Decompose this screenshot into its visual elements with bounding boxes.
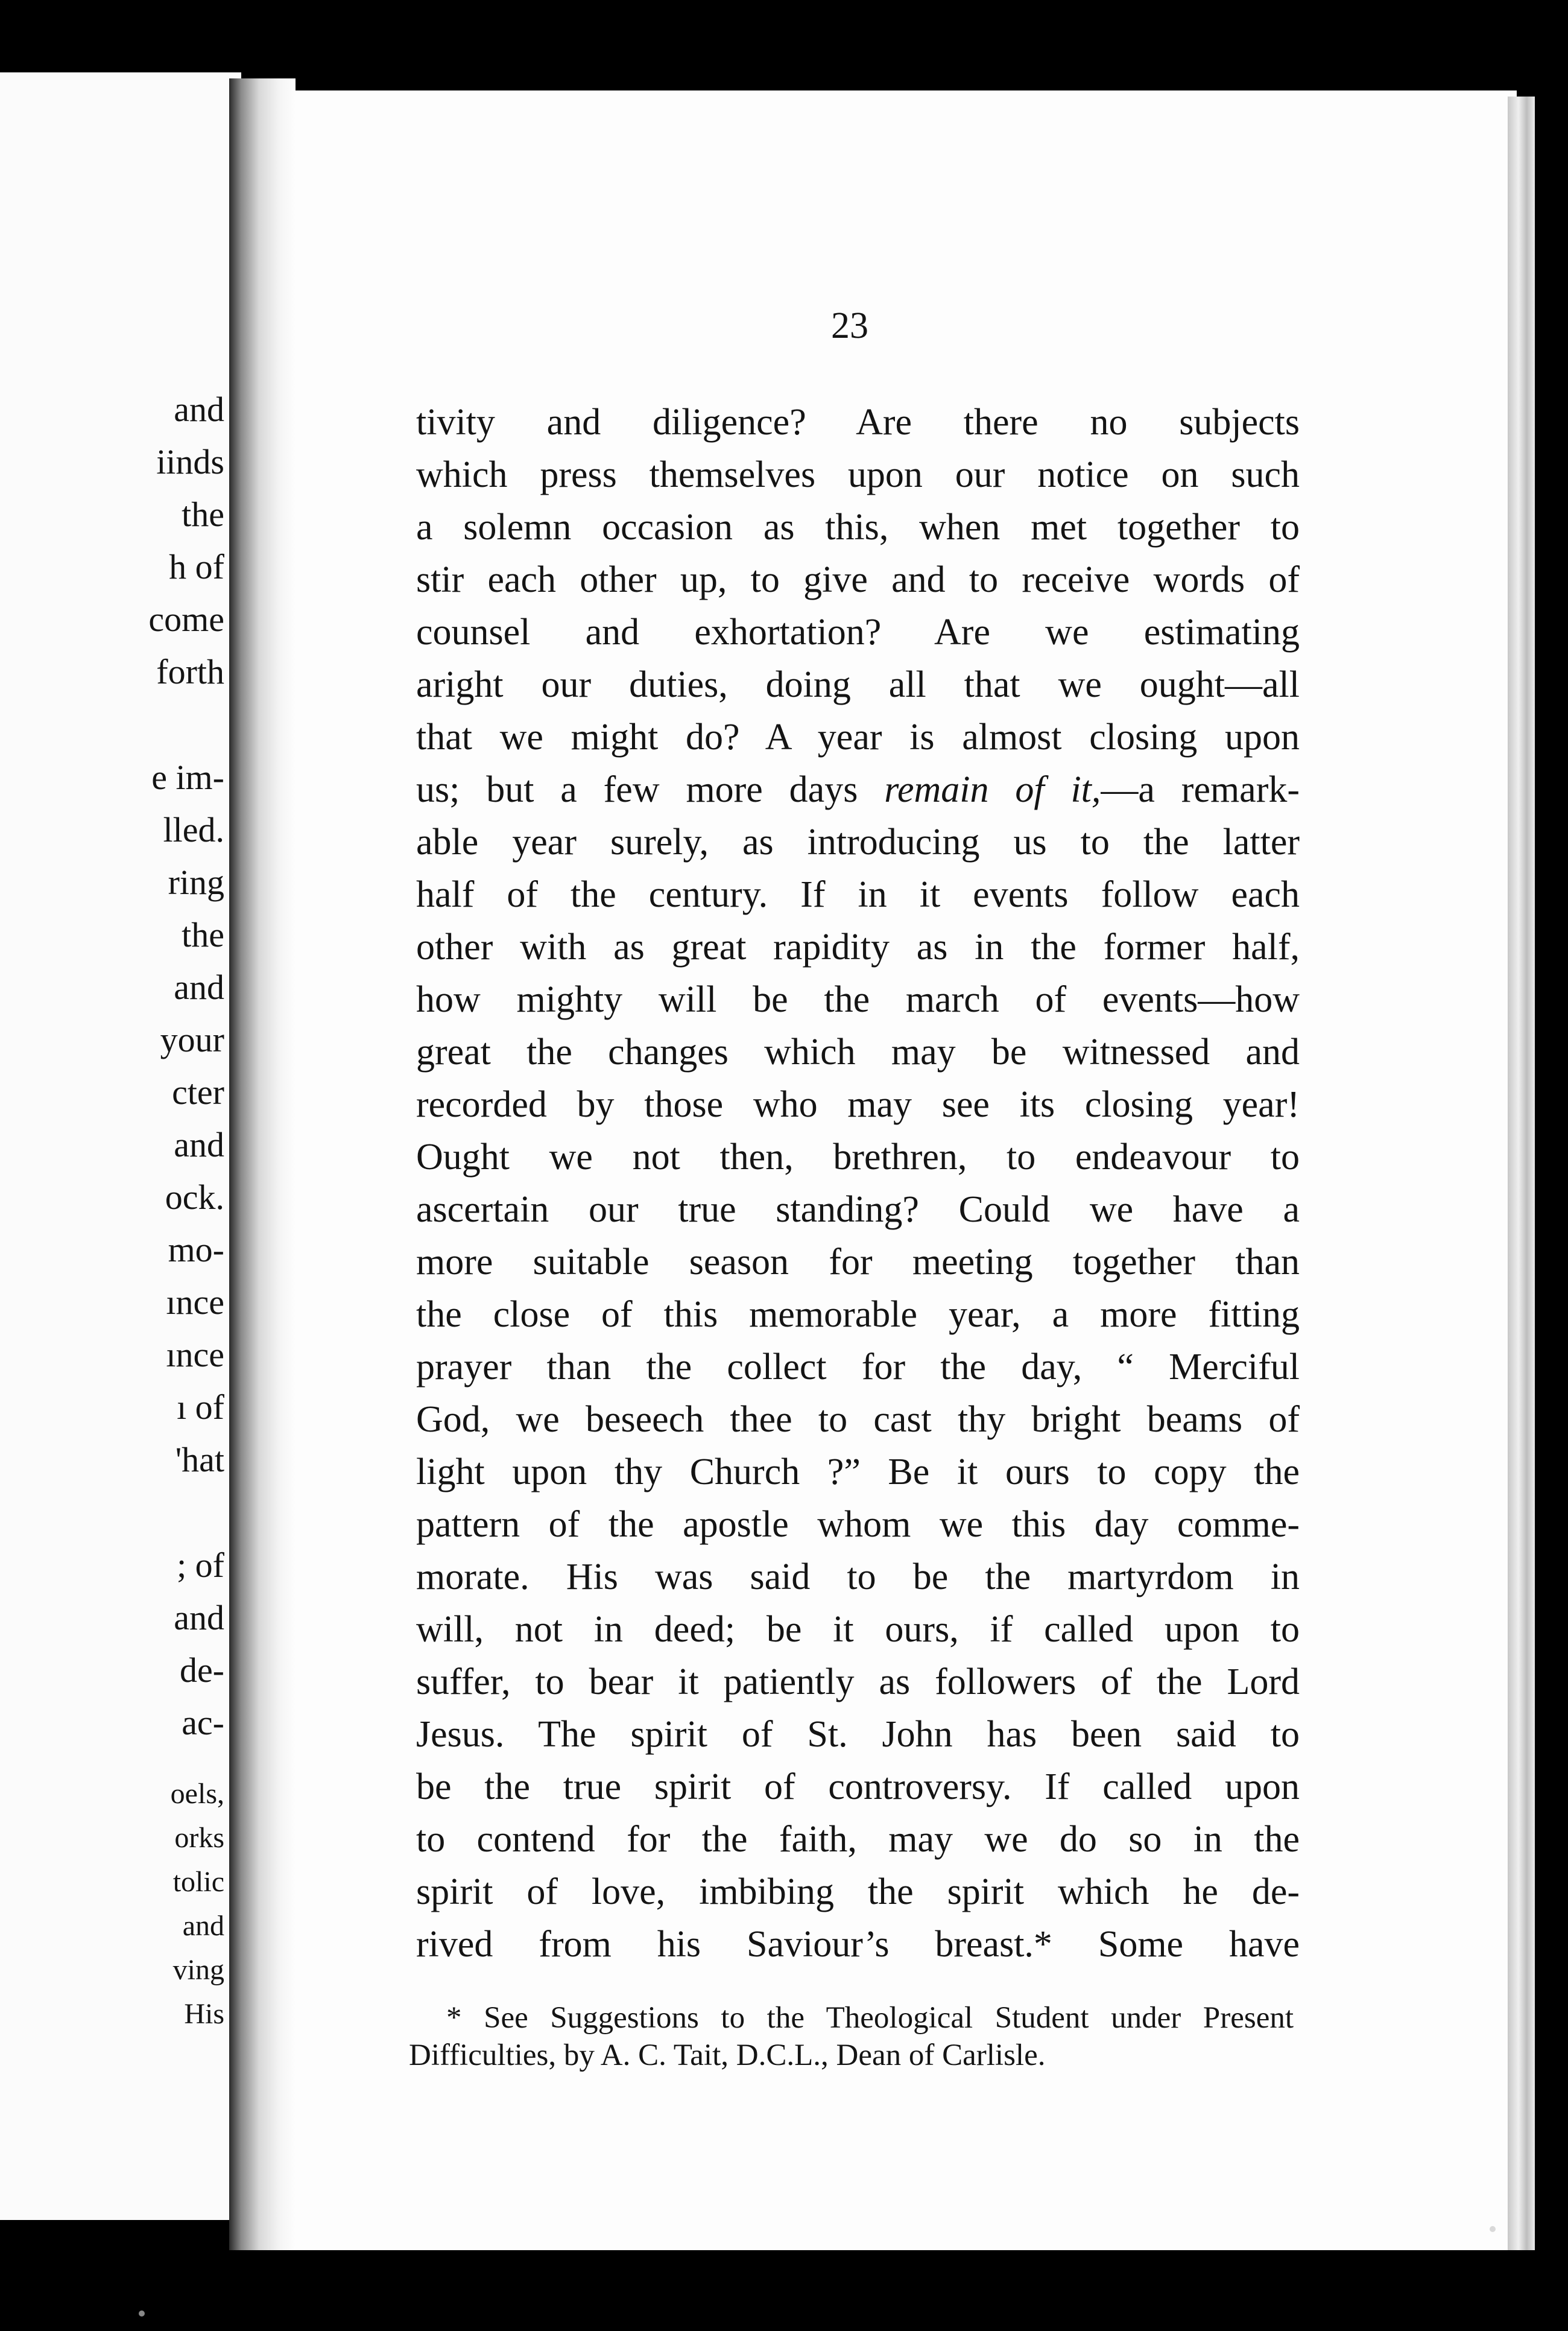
body-line: will, not in deed; be it ours, if called upon to [416, 1609, 1300, 1650]
left-fragment: ving [172, 1954, 224, 1986]
body-line: tivity and diligence? Are there no subjects [416, 402, 1300, 443]
body-line: recorded by those who may see its closing year! [416, 1084, 1300, 1125]
left-fragment: ; of [177, 1546, 224, 1585]
body-line-with-italic: us; but a few more days remain of it,—a remark- [416, 769, 1300, 810]
paper-speck [1490, 2226, 1496, 2232]
body-line: Jesus. The spirit of St. John has been said to [416, 1714, 1300, 1755]
body-line: the close of this memorable year, a more fitting [416, 1294, 1300, 1335]
body-line: how mighty will be the march of events—how [416, 979, 1300, 1020]
body-line: that we might do? A year is almost closing upon [416, 717, 1300, 758]
left-fragment: de- [179, 1651, 224, 1690]
footnote-line: Difficulties, by A. C. Tait, D.C.L., Dean of Carlisle. [409, 2038, 1046, 2072]
left-fragment: ring [168, 863, 224, 902]
left-fragment: mo- [168, 1230, 224, 1269]
page-edge [1508, 97, 1535, 2250]
left-fragment: 'hat [175, 1440, 224, 1479]
left-fragment: the [182, 915, 224, 954]
italic-phrase: remain of it, [884, 769, 1101, 810]
left-fragment: His [184, 1998, 224, 2030]
body-line: be the true spirit of controversy. If called upon [416, 1766, 1300, 1807]
left-fragment: come [148, 600, 224, 639]
left-fragment: and [174, 968, 224, 1007]
body-line: rived from his Saviour’s breast.* Some have [416, 1924, 1300, 1965]
footnote-line: * See Suggestions to the Theological Student under Present [446, 2001, 1294, 2035]
left-fragment: ı of [177, 1388, 224, 1427]
body-line: morate. His was said to be the martyrdom in [416, 1556, 1300, 1597]
left-fragment: ınce [166, 1283, 224, 1322]
left-fragment: tolic [172, 1866, 224, 1898]
left-facing-page [0, 72, 241, 2220]
left-fragment: ınce [166, 1335, 224, 1374]
body-line: Ought we not then, brethren, to endeavour to [416, 1137, 1300, 1178]
body-line: other with as great rapidity as in the former half, [416, 927, 1300, 968]
body-line: counsel and exhortation? Are we estimating [416, 612, 1300, 653]
body-line: pattern of the apostle whom we this day comme- [416, 1504, 1300, 1545]
body-line: great the changes which may be witnessed and [416, 1032, 1300, 1073]
body-line: a solemn occasion as this, when met together to [416, 507, 1300, 548]
body-line: more suitable season for meeting together than [416, 1242, 1300, 1283]
body-line: spirit of love, imbibing the spirit which he de- [416, 1871, 1300, 1912]
body-line: which press themselves upon our notice on such [416, 454, 1300, 495]
paper-speck [139, 2310, 145, 2317]
body-line: half of the century. If in it events follow each [416, 874, 1300, 915]
body-line: ascertain our true standing? Could we have a [416, 1189, 1300, 1230]
left-fragment: forth [156, 652, 224, 691]
body-line: God, we beseech thee to cast thy bright beams of [416, 1399, 1300, 1440]
body-line: able year surely, as introducing us to the latter [416, 822, 1300, 863]
left-fragment: iinds [156, 442, 224, 481]
left-fragment: e im- [151, 758, 224, 797]
left-fragment: ac- [182, 1703, 224, 1742]
left-fragment: your [160, 1020, 224, 1059]
left-fragment: orks [174, 1822, 224, 1854]
left-fragment: and [174, 390, 224, 429]
left-fragment: and [174, 1125, 224, 1164]
left-fragment: ock. [165, 1178, 224, 1217]
body-line: stir each other up, to give and to receive words of [416, 559, 1300, 600]
body-line: light upon thy Church ?” Be it ours to copy the [416, 1451, 1300, 1492]
page-number: 23 [831, 305, 868, 346]
left-fragment: h of [169, 547, 224, 586]
body-line: to contend for the faith, may we do so in the [416, 1819, 1300, 1860]
left-fragment: oels, [170, 1778, 224, 1810]
left-fragment: lled. [163, 810, 224, 849]
left-fragment: and [182, 1910, 224, 1942]
body-line: aright our duties, doing all that we ought—all [416, 664, 1300, 705]
left-fragment: and [174, 1598, 224, 1637]
body-line: suffer, to bear it patiently as followers of the Lord [416, 1661, 1300, 1702]
left-fragment: the [182, 495, 224, 534]
left-fragment: cter [172, 1073, 224, 1112]
body-line: prayer than the collect for the day, “ Merciful [416, 1346, 1300, 1388]
book-gutter [229, 78, 296, 2250]
